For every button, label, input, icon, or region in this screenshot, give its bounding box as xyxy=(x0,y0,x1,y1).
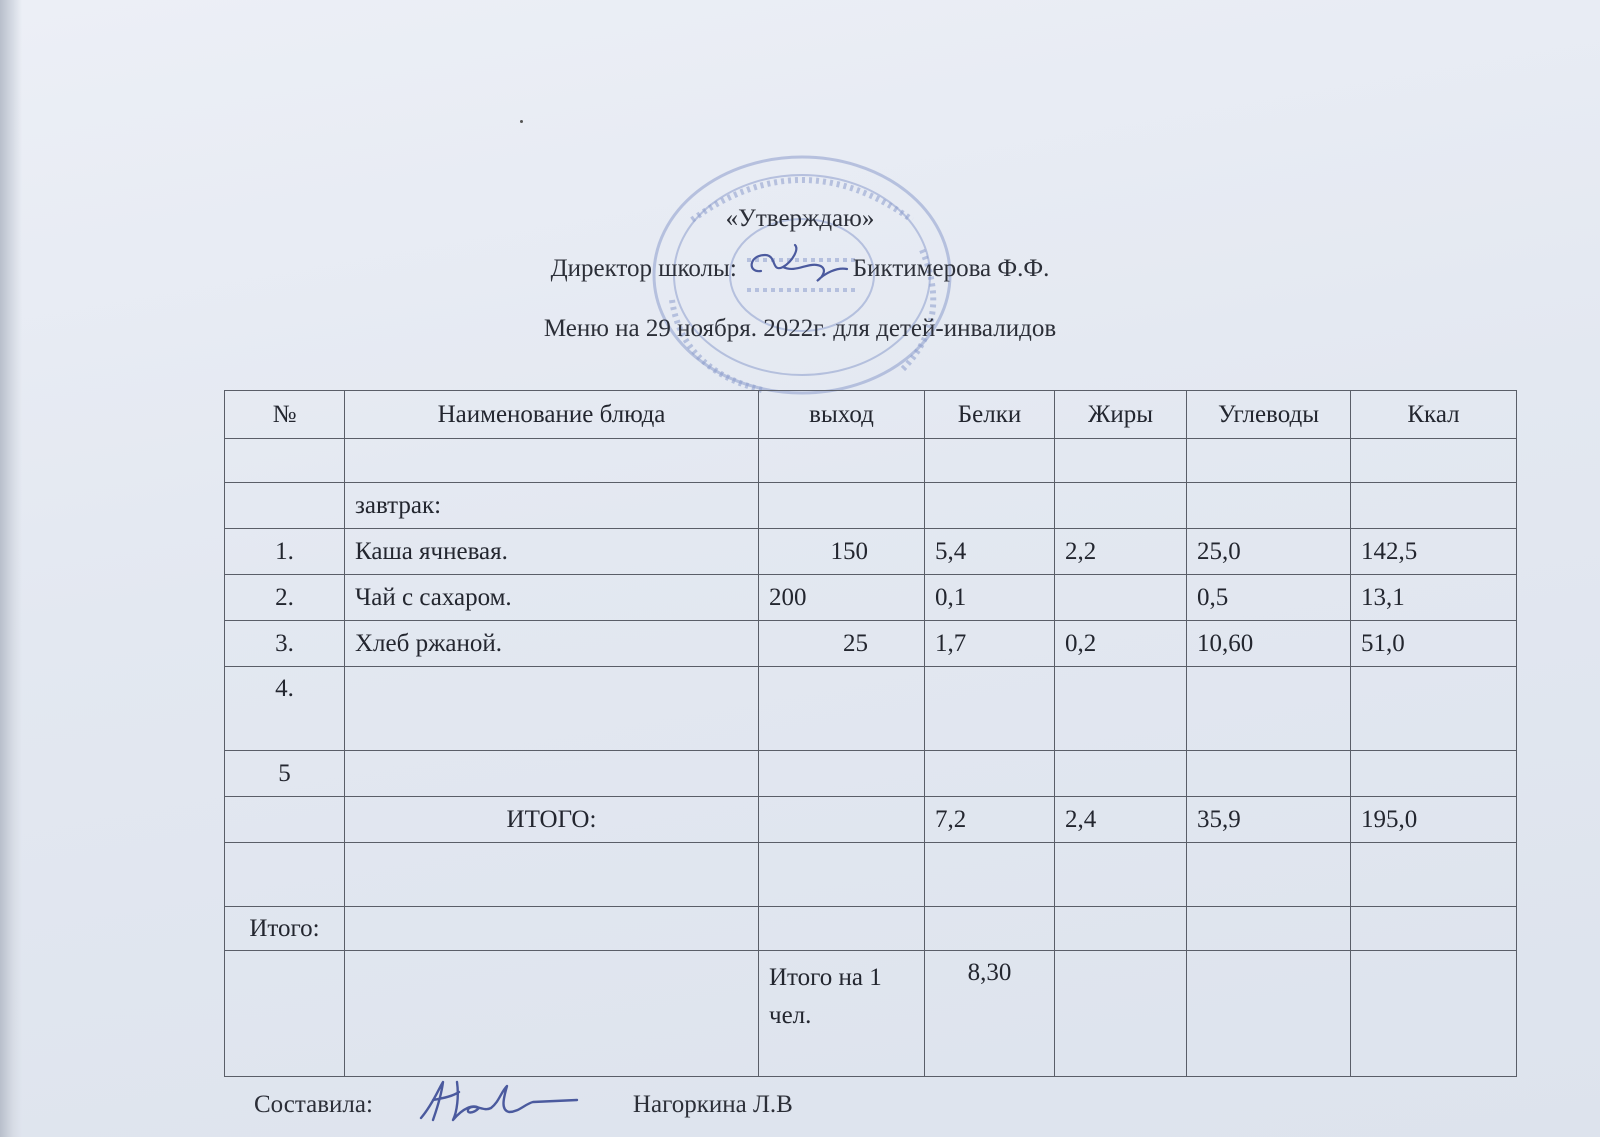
director-name: Биктимерова Ф.Ф. xyxy=(852,255,1050,282)
header-cell-fat: Жиры xyxy=(1055,391,1187,439)
item-fat: 0,2 xyxy=(1055,621,1187,667)
table-row-per-person xyxy=(225,951,1517,1077)
header-cell-output: выход xyxy=(759,391,925,439)
item-number: 4. xyxy=(225,667,345,751)
item-carbs: 0,5 xyxy=(1187,575,1351,621)
director-label: Директор школы: xyxy=(550,255,737,282)
table-row xyxy=(225,751,1517,797)
ink-dot xyxy=(520,120,523,123)
item-protein: 5,4 xyxy=(925,529,1055,575)
item-fat xyxy=(1055,667,1187,751)
header-cell-carbs: Углеводы xyxy=(1187,391,1351,439)
item-fat: 2,2 xyxy=(1055,529,1187,575)
table-row-grand-total xyxy=(225,907,1517,951)
compiled-label: Составила: xyxy=(254,1091,373,1118)
item-name: Чай с сахаром. xyxy=(345,575,759,621)
item-name xyxy=(345,667,759,751)
table-row xyxy=(225,667,1517,751)
per-person-value: 8,30 xyxy=(925,951,1055,1077)
item-name xyxy=(345,751,759,797)
item-kcal: 51,0 xyxy=(1351,621,1517,667)
table-row xyxy=(225,843,1517,907)
table-header-row xyxy=(225,391,1517,439)
section-label: завтрак: xyxy=(345,483,759,529)
table-row xyxy=(225,529,1517,575)
menu-table xyxy=(224,390,1517,1077)
grand-total-label: Итого: xyxy=(225,907,345,951)
item-output xyxy=(759,667,925,751)
item-fat xyxy=(1055,751,1187,797)
table-row xyxy=(225,439,1517,483)
menu-title: Меню на 29 ноября. 2022г. для детей-инвалидов xyxy=(543,315,1057,342)
total-kcal: 195,0 xyxy=(1351,797,1517,843)
table-row xyxy=(225,621,1517,667)
item-name: Каша ячневая. xyxy=(345,529,759,575)
item-number: 1. xyxy=(225,529,345,575)
director-signature-icon xyxy=(737,243,853,283)
item-carbs: 25,0 xyxy=(1187,529,1351,575)
table-row-total xyxy=(225,797,1517,843)
table-row xyxy=(225,575,1517,621)
item-protein xyxy=(925,751,1055,797)
item-output: 25 xyxy=(759,621,925,667)
compiler-signature-icon xyxy=(413,1074,583,1124)
item-number: 2. xyxy=(225,575,345,621)
footer xyxy=(254,1080,793,1130)
table-row-section xyxy=(225,483,1517,529)
item-kcal: 13,1 xyxy=(1351,575,1517,621)
total-fat: 2,4 xyxy=(1055,797,1187,843)
item-protein: 1,7 xyxy=(925,621,1055,667)
total-label: ИТОГО: xyxy=(345,797,759,843)
header-cell-kcal: Ккал xyxy=(1351,391,1517,439)
total-carbs: 35,9 xyxy=(1187,797,1351,843)
item-number: 3. xyxy=(225,621,345,667)
item-protein: 0,1 xyxy=(925,575,1055,621)
item-name: Хлеб ржаной. xyxy=(345,621,759,667)
item-protein xyxy=(925,667,1055,751)
per-person-label: Итого на 1 чел. xyxy=(759,951,925,1077)
header-cell-protein: Белки xyxy=(925,391,1055,439)
item-carbs xyxy=(1187,751,1351,797)
header-cell-dish: Наименование блюда xyxy=(345,391,759,439)
header-cell-number: № xyxy=(225,391,345,439)
paper-edge-shadow xyxy=(0,0,22,1137)
item-kcal xyxy=(1351,751,1517,797)
item-carbs xyxy=(1187,667,1351,751)
item-output: 200 xyxy=(759,575,925,621)
total-protein: 7,2 xyxy=(925,797,1055,843)
compiled-name: Нагоркина Л.В xyxy=(632,1091,793,1118)
item-output: 150 xyxy=(759,529,925,575)
approval-heading: «Утверждаю» xyxy=(725,205,875,232)
item-number: 5 xyxy=(225,751,345,797)
item-kcal xyxy=(1351,667,1517,751)
item-fat xyxy=(1055,575,1187,621)
item-carbs: 10,60 xyxy=(1187,621,1351,667)
item-output xyxy=(759,751,925,797)
item-kcal: 142,5 xyxy=(1351,529,1517,575)
director-line xyxy=(0,243,1600,283)
